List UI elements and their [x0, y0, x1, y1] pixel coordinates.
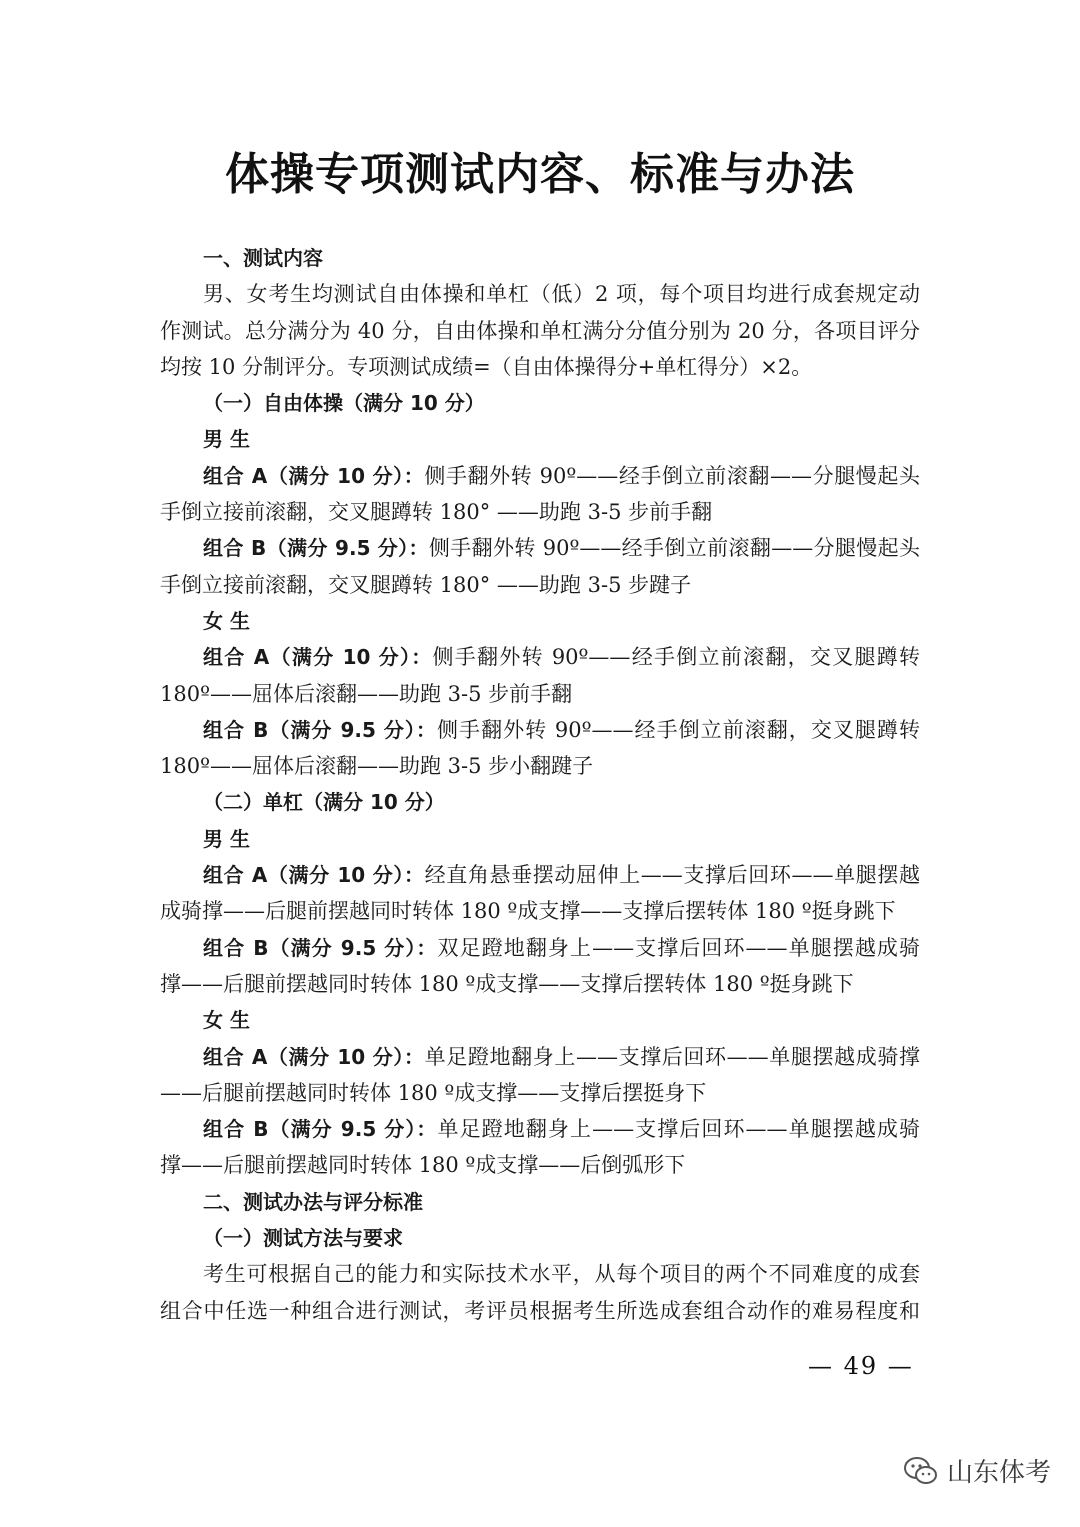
text-line: [160, 313, 920, 349]
line-text: 单足蹬地翻身上——支撑后回环——单腿摆越成骑: [437, 1117, 920, 1142]
line-text: 成骑撑——后腿前摆越同时转体 180 º成支撑——支撑后摆转体 180 º挺身跳下: [160, 899, 896, 924]
text-line: [160, 385, 920, 421]
page-number: — 49 —: [808, 1352, 914, 1380]
text-line: [160, 966, 920, 1002]
text-line: [160, 784, 920, 820]
section-heading: （一）自由体操（满分 10 分）: [203, 391, 485, 416]
line-text: 180º——屈体后滚翻——助跑 3-5 步小翻踺子: [160, 754, 594, 779]
line-text: 180º——屈体后滚翻——助跑 3-5 步前手翻: [160, 681, 573, 706]
line-text: 手倒立接前滚翻，交叉腿蹲转 180° ——助跑 3-5 步前手翻: [160, 500, 713, 525]
combo-label: 组合 B（满分 9.5 分）：: [203, 536, 429, 561]
text-line: [160, 1293, 920, 1329]
section-heading: （一）测试方法与要求: [203, 1226, 403, 1251]
document-body: [160, 240, 920, 1329]
text-line: [160, 676, 920, 712]
line-text: ——后腿前摆越同时转体 180 º成支撑——支撑后摆挺身下: [160, 1080, 707, 1105]
text-line: [160, 1039, 920, 1075]
line-text: 作测试。总分满分为 40 分，自由体操和单杠满分分值分别为 20 分，各项目评分: [160, 318, 920, 343]
line-text: 组合中任选一种组合进行测试，考评员根据考生所选成套组合动作的难易程度和: [160, 1298, 920, 1323]
combo-label: 组合 B（满分 9.5 分）：: [203, 717, 438, 742]
line-text: 侧手翻外转 90º——经手倒立前滚翻，交叉腿蹲转: [432, 645, 920, 670]
text-line: [160, 458, 920, 494]
text-line: [160, 1147, 920, 1183]
text-line: [160, 712, 920, 748]
text-line: [160, 1256, 920, 1292]
line-text: 侧手翻外转 90º——经手倒立前滚翻，交叉腿蹲转: [437, 717, 920, 742]
text-line: [160, 240, 920, 276]
section-heading: 一、测试内容: [203, 246, 323, 270]
text-line: [160, 893, 920, 929]
text-line: [160, 1220, 920, 1256]
line-text: 双足蹬地翻身上——支撑后回环——单腿摆越成骑: [437, 935, 920, 960]
text-line: [160, 930, 920, 966]
line-text: 侧手翻外转 90º——经手倒立前滚翻——分腿慢起头: [424, 463, 920, 488]
wechat-icon: [903, 1456, 939, 1486]
combo-label: 组合 A（满分 10 分）：: [203, 645, 433, 670]
combo-label: 组合 A（满分 10 分）：: [203, 1044, 425, 1069]
page-title: 体操专项测试内容、标准与办法: [225, 149, 855, 200]
line-text: 均按 10 分制评分。专项测试成绩=（自由体操得分+单杠得分）×2。: [160, 354, 813, 379]
section-heading: 男 生: [203, 826, 250, 851]
line-text: 考生可根据自己的能力和实际技术水平，从每个项目的两个不同难度的成套: [203, 1262, 920, 1287]
section-heading: （二）单杠（满分 10 分）: [203, 790, 445, 815]
text-line: [160, 1075, 920, 1111]
text-line: [160, 1184, 920, 1220]
line-text: 撑——后腿前摆越同时转体 180 º成支撑——支撑后摆转体 180 º挺身跳下: [160, 971, 854, 996]
text-line: [160, 421, 920, 457]
text-line: [160, 567, 920, 603]
combo-label: 组合 B（满分 9.5 分）：: [203, 1117, 438, 1142]
line-text: 男、女考生均测试自由体操和单杠（低）2 项，每个项目均进行成套规定动: [203, 282, 920, 307]
section-heading: 女 生: [203, 1008, 250, 1033]
text-line: [160, 603, 920, 639]
line-text: 单足蹬地翻身上——支撑后回环——单腿摆越成骑撑: [424, 1044, 920, 1069]
text-line: [160, 639, 920, 675]
text-line: [160, 821, 920, 857]
text-line: [160, 494, 920, 530]
section-heading: 男 生: [203, 427, 250, 452]
line-text: 撑——后腿前摆越同时转体 180 º成支撑——后倒弧形下: [160, 1153, 686, 1178]
watermark-text: 山东体考: [947, 1458, 1052, 1488]
section-heading: 女 生: [203, 608, 250, 633]
combo-label: 组合 B（满分 9.5 分）：: [203, 935, 438, 960]
line-text: 手倒立接前滚翻，交叉腿蹲转 180° ——助跑 3-5 步踺子: [160, 572, 692, 597]
watermark: [903, 1452, 1051, 1489]
text-line: [160, 1002, 920, 1038]
text-line: [160, 1111, 920, 1147]
line-text: 经直角悬垂摆动屈伸上——支撑后回环——单腿摆越: [424, 863, 920, 888]
combo-label: 组合 A（满分 10 分）：: [203, 463, 425, 488]
text-line: [160, 276, 920, 312]
text-line: [160, 748, 920, 784]
text-line: [160, 349, 920, 385]
combo-label: 组合 A（满分 10 分）：: [203, 863, 425, 888]
text-line: [160, 857, 920, 893]
line-text: 侧手翻外转 90º——经手倒立前滚翻——分腿慢起头: [428, 536, 920, 561]
section-heading: 二、测试办法与评分标准: [203, 1189, 423, 1214]
text-line: [160, 530, 920, 566]
